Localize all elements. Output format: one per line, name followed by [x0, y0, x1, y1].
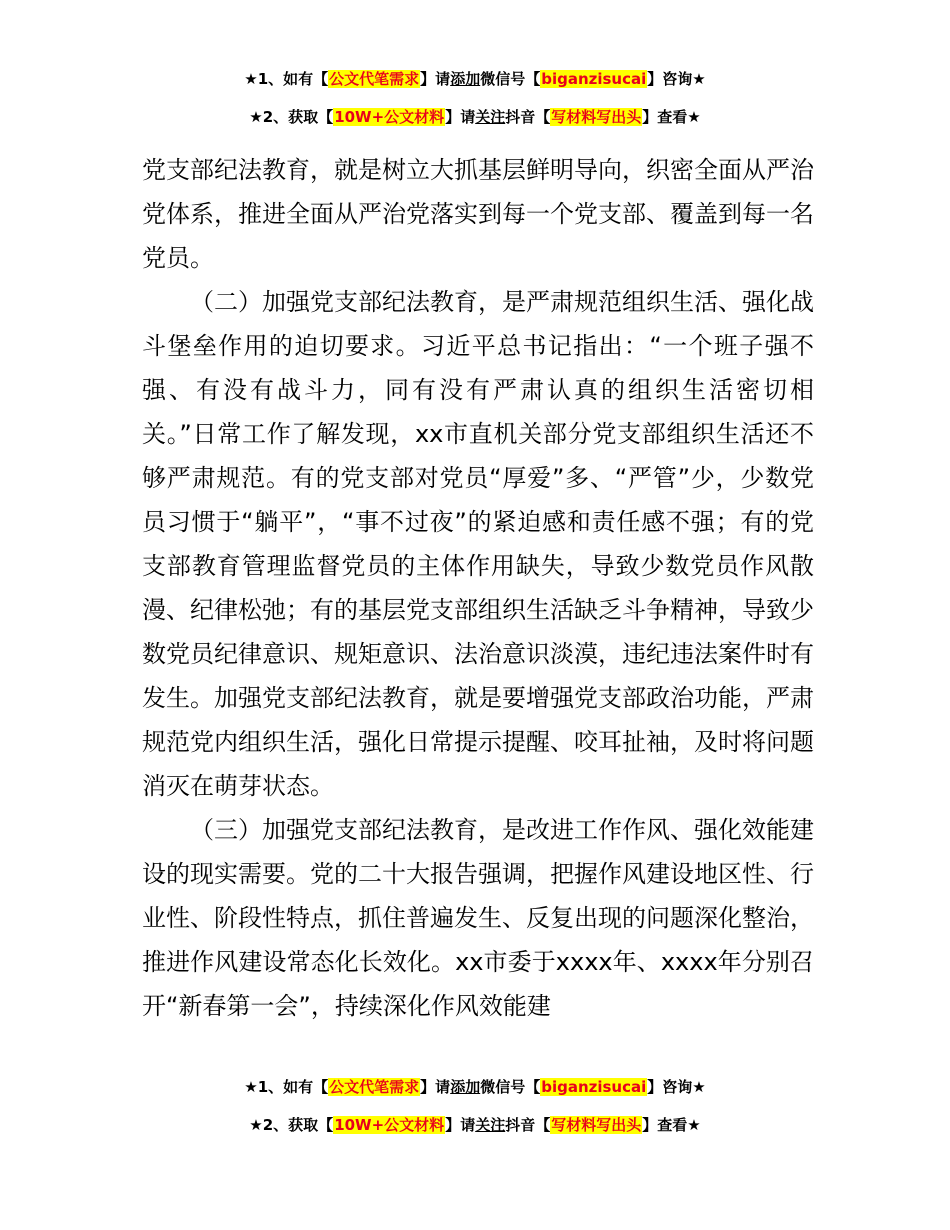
footer-promo-line-2: ★2、获取【10W+公文材料】请关注抖音【写材料写出头】查看★ — [249, 1116, 701, 1134]
paragraph-2: （二）加强党支部纪法教育，是严肃规范组织生活、强化战斗堡垒作用的迫切要求。习近平总书记指出：“一个班子强不强、有没有战斗力，同有没有严肃认真的组织生活密切相关。”日常工作了解发现，xx市直机关部分党支部组织生活还不够严肃规范。有的党支部对党员“厚爱”多、“严管”少，少数党员习惯于“躺平”，“事不过夜”的紧迫感和责任感不强；有的党支部教育管理监督党员的主体作用缺失，导致少数党员作风散漫、纪律松弛；有的基层党支部组织生活缺乏斗争精神，导致少数党员纪律意识、规矩意识、法治意识淡漠，违纪违法案件时有发生。加强党支部纪法教育，就是要增强党支部政治功能，严肃规范党内组织生活，强化日常提示提醒、咬耳扯袖，及时将问题消灭在萌芽状态。 — [142, 288, 814, 800]
header-promo-line-1: ★1、如有【公文代笔需求】请添加微信号【biganzisucai】咨询★ — [244, 70, 706, 88]
highlight-materials: 10W+公文材料 — [334, 108, 445, 126]
highlight-wechat-id: biganzisucai — [541, 70, 647, 88]
paragraph-3: （三）加强党支部纪法教育，是改进工作作风、强化效能建设的现实需要。党的二十大报告强调，把握作风建设地区性、行业性、阶段性特点，抓住普遍发生、反复出现的问题深化整治，推进作风建设常态化长效化。xx市委于xxxx年、xxxx年分别召开“新春第一会”，持续深化作风效能建 — [142, 816, 814, 1020]
highlight-service: 公文代笔需求 — [329, 70, 420, 88]
highlight-wechat-id: biganzisucai — [541, 1078, 647, 1096]
highlight-service: 公文代笔需求 — [329, 1078, 420, 1096]
highlight-materials: 10W+公文材料 — [334, 1116, 445, 1134]
footer-promo-line-1: ★1、如有【公文代笔需求】请添加微信号【biganzisucai】咨询★ — [244, 1078, 706, 1096]
paragraph-1: 党支部纪法教育，就是树立大抓基层鲜明导向，织密全面从严治党体系，推进全面从严治党落实到每一个党支部、覆盖到每一名党员。 — [142, 156, 814, 272]
highlight-douyin-account: 写材料写出头 — [551, 108, 642, 126]
document-body — [142, 148, 814, 1028]
highlight-douyin-account: 写材料写出头 — [551, 1116, 642, 1134]
header-promo-line-2: ★2、获取【10W+公文材料】请关注抖音【写材料写出头】查看★ — [249, 108, 701, 126]
